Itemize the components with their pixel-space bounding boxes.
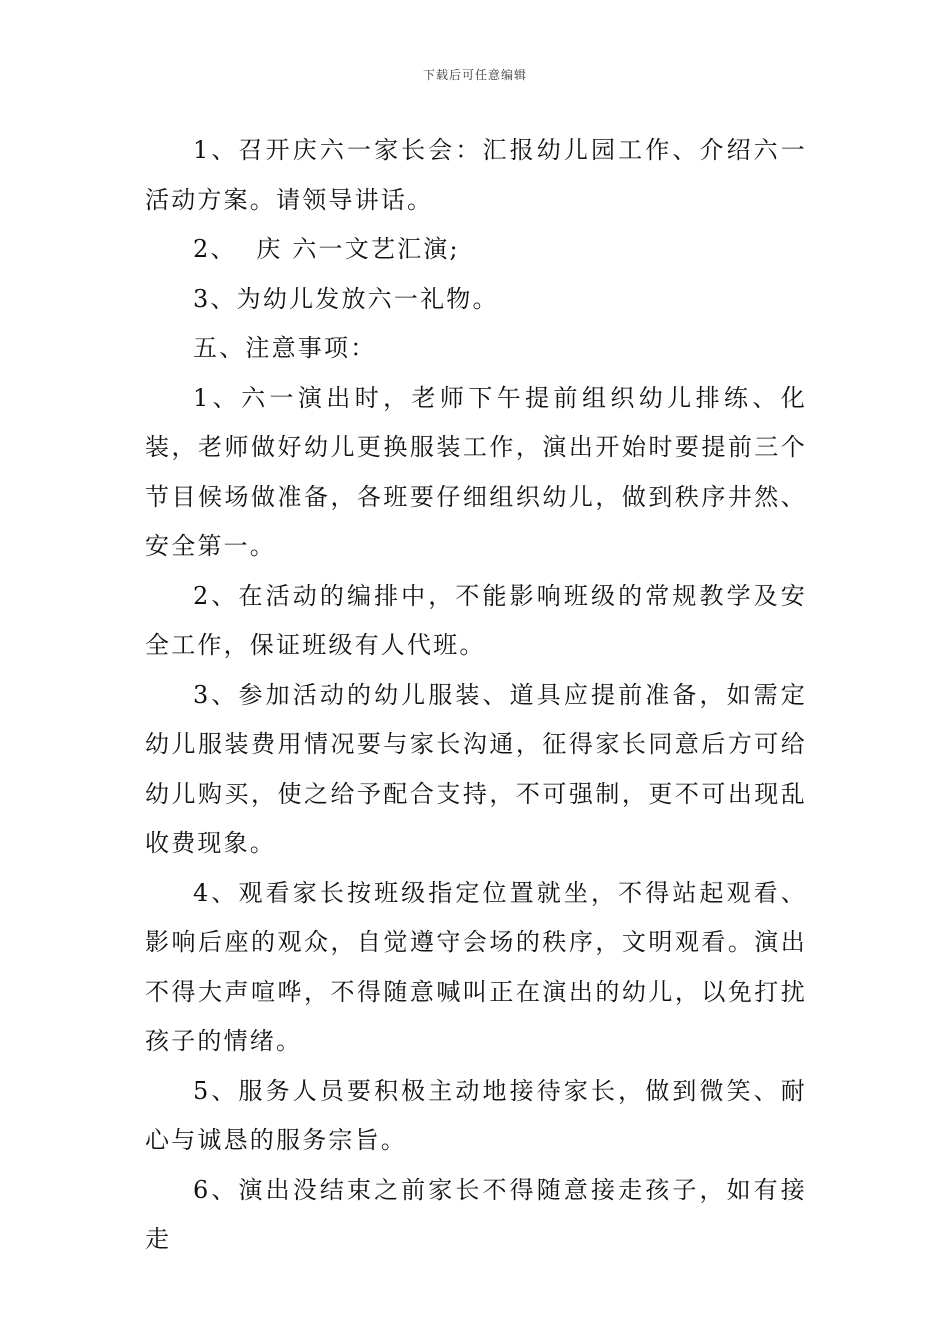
paragraph-notes-4: 4、观看家长按班级指定位置就坐，不得站起观看、影响后座的观众，自觉遵守会场的秩序，文明观看。演出不得大声喧哗，不得随意喊叫正在演出的幼儿，以免打扰孩子的情绪。 [145,878,807,1055]
paragraph-notes-6: 6、演出没结束之前家长不得随意接走孩子，如有接走 [145,1175,807,1253]
paragraph-1: 1、召开庆六一家长会：汇报幼儿园工作、介绍六一活动方案。请领导讲话。 [145,136,807,214]
section-heading-notes: 五、注意事项： [193,334,377,362]
paragraph-notes-3: 3、参加活动的幼儿服装、道具应提前准备，如需定幼儿服装费用情况要与家长沟通，征得家长同意后方可给幼儿购买，使之给予配合支持，不可强制，更不可出现乱收费现象。 [145,680,807,857]
paragraph-2: 2、 庆 六一文艺汇演; [193,235,460,263]
paragraph-notes-1: 1、六一演出时，老师下午提前组织幼儿排练、化装，老师做好幼儿更换服装工作，演出开始时要提前三个节目候场做准备，各班要仔细组织幼儿，做到秩序井然、安全第一。 [145,383,807,560]
paragraph-notes-5: 5、服务人员要积极主动地接待家长，做到微笑、耐心与诚恳的服务宗旨。 [145,1076,807,1154]
document-body [145,126,807,1265]
paragraph-3: 3、为幼儿发放六一礼物。 [193,284,499,313]
header-note: 下载后可任意编辑 [422,68,527,82]
paragraph-notes-2: 2、在活动的编排中，不能影响班级的常规教学及安全工作，保证班级有人代班。 [145,581,807,659]
